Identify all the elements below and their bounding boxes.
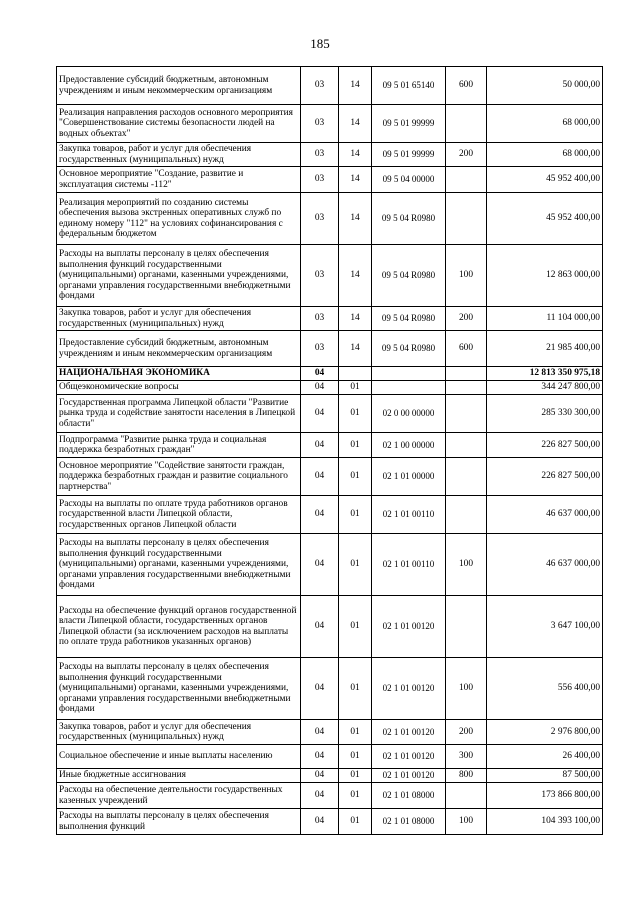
expense-name-cell: Расходы на выплаты персоналу в целях обеспечения выполнения функций государственными (муниципальными) органами, казенными учреждениями, органами управления государственными внебюджетными фондами [57,534,301,596]
expense-name-cell: Иные бюджетные ассигнования [57,769,301,783]
expense-type-cell [446,496,487,534]
target-article-cell: 09 5 04 00000 [372,167,446,193]
target-article-cell: 02 1 01 00000 [372,458,446,496]
page-number: 185 [310,36,330,51]
table-row [57,67,603,105]
section-code-cell: 04 [301,381,339,395]
subsection-code-cell: 01 [339,496,372,534]
section-code-cell: 03 [301,193,339,245]
section-code-cell: 03 [301,67,339,105]
subsection-code-cell: 01 [339,381,372,395]
subsection-code-cell: 14 [339,143,372,167]
subsection-code-cell: 14 [339,245,372,307]
expense-type-cell: 200 [446,307,487,331]
target-article-cell: 02 1 01 08000 [372,809,446,835]
expense-type-cell: 600 [446,331,487,367]
expense-name-cell: Социальное обеспечение и иные выплаты населению [57,745,301,769]
subsection-code-cell: 01 [339,596,372,658]
section-code-cell: 04 [301,534,339,596]
amount-cell: 45 952 400,00 [487,167,603,193]
section-code-cell: 03 [301,143,339,167]
subsection-code-cell: 01 [339,458,372,496]
target-article-cell: 09 5 01 99999 [372,105,446,143]
expense-type-cell [446,167,487,193]
amount-cell: 104 393 100,00 [487,809,603,835]
section-code-cell: 03 [301,245,339,307]
expense-name-cell: Основное мероприятие "Содействие занятости граждан, поддержка безработных граждан и развитие социального партнерства" [57,458,301,496]
target-article-cell: 02 1 01 00120 [372,596,446,658]
expense-type-cell [446,381,487,395]
amount-cell: 2 976 800,00 [487,720,603,745]
table-row [57,783,603,809]
budget-table [56,66,603,835]
table-row [57,331,603,367]
table-row [57,534,603,596]
target-article-cell: 09 5 04 R0980 [372,193,446,245]
target-article-cell: 09 5 04 R0980 [372,307,446,331]
section-code-cell: 04 [301,745,339,769]
expense-name-cell: Закупка товаров, работ и услуг для обеспечения государственных (муниципальных) нужд [57,143,301,167]
expense-type-cell [446,458,487,496]
amount-cell: 12 813 350 975,18 [487,367,603,381]
expense-type-cell: 200 [446,143,487,167]
subsection-code-cell: 14 [339,67,372,105]
expense-type-cell: 800 [446,769,487,783]
target-article-cell: 02 1 01 00120 [372,745,446,769]
target-article-cell: 02 1 01 00120 [372,720,446,745]
section-code-cell: 03 [301,105,339,143]
target-article-cell [372,367,446,381]
section-code-cell: 03 [301,307,339,331]
expense-name-cell: Закупка товаров, работ и услуг для обеспечения государственных (муниципальных) нужд [57,720,301,745]
table-row [57,395,603,433]
amount-cell: 3 647 100,00 [487,596,603,658]
expense-name-cell: Расходы на обеспечение деятельности государственных казенных учреждений [57,783,301,809]
subsection-code-cell: 14 [339,105,372,143]
expense-type-cell: 100 [446,809,487,835]
expense-type-cell: 100 [446,658,487,720]
amount-cell: 26 400,00 [487,745,603,769]
amount-cell: 68 000,00 [487,105,603,143]
target-article-cell: 02 1 01 00120 [372,658,446,720]
table-row [57,720,603,745]
table-row [57,105,603,143]
amount-cell: 12 863 000,00 [487,245,603,307]
amount-cell: 46 637 000,00 [487,534,603,596]
amount-cell: 173 866 800,00 [487,783,603,809]
target-article-cell: 09 5 04 R0980 [372,331,446,367]
expense-name-cell: Расходы на выплаты персоналу в целях обеспечения выполнения функций [57,809,301,835]
target-article-cell: 02 1 00 00000 [372,433,446,458]
table-row [57,143,603,167]
table-row [57,596,603,658]
amount-cell: 11 104 000,00 [487,307,603,331]
table-row [57,658,603,720]
target-article-cell: 02 1 01 00110 [372,534,446,596]
section-code-cell: 03 [301,331,339,367]
section-code-cell: 03 [301,167,339,193]
table-row [57,458,603,496]
table-row [57,167,603,193]
table-row [57,193,603,245]
section-code-cell: 04 [301,496,339,534]
subsection-code-cell: 14 [339,331,372,367]
target-article-cell: 02 1 01 00120 [372,769,446,783]
amount-cell: 556 400,00 [487,658,603,720]
expense-type-cell: 100 [446,534,487,596]
target-article-cell: 02 0 00 00000 [372,395,446,433]
section-code-cell: 04 [301,809,339,835]
target-article-cell [372,381,446,395]
expense-type-cell [446,395,487,433]
subsection-code-cell: 01 [339,783,372,809]
amount-cell: 50 000,00 [487,67,603,105]
amount-cell: 226 827 500,00 [487,433,603,458]
expense-type-cell: 600 [446,67,487,105]
amount-cell: 87 500,00 [487,769,603,783]
amount-cell: 226 827 500,00 [487,458,603,496]
expense-type-cell [446,783,487,809]
subsection-code-cell: 14 [339,193,372,245]
subsection-code-cell: 01 [339,433,372,458]
subsection-code-cell: 01 [339,534,372,596]
table-row [57,381,603,395]
section-code-cell: 04 [301,367,339,381]
subsection-code-cell: 01 [339,720,372,745]
expense-type-cell [446,105,487,143]
expense-name-cell: Расходы на обеспечение функций органов государственной власти Липецкой области, государственных органов Липецкой области (за исключением расходов на выплаты по оплате труда работников указанных органов) [57,596,301,658]
section-code-cell: 04 [301,783,339,809]
expense-name-cell: НАЦИОНАЛЬНАЯ ЭКОНОМИКА [57,367,301,381]
table-row [57,769,603,783]
table-row [57,245,603,307]
expense-name-cell: Реализация мероприятий по созданию системы обеспечения вызова экстренных оперативных служб по единому номеру "112" на условиях софинансирования с федеральным бюджетом [57,193,301,245]
subsection-code-cell [339,367,372,381]
amount-cell: 45 952 400,00 [487,193,603,245]
amount-cell: 285 330 300,00 [487,395,603,433]
expense-type-cell: 300 [446,745,487,769]
expense-type-cell [446,193,487,245]
amount-cell: 21 985 400,00 [487,331,603,367]
target-article-cell: 02 1 01 00110 [372,496,446,534]
expense-name-cell: Предоставление субсидий бюджетным, автономным учреждениям и иным некоммерческим организациям [57,67,301,105]
expense-name-cell: Закупка товаров, работ и услуг для обеспечения государственных (муниципальных) нужд [57,307,301,331]
target-article-cell: 09 5 01 65140 [372,67,446,105]
expense-type-cell [446,367,487,381]
subsection-code-cell: 01 [339,769,372,783]
expense-name-cell: Предоставление субсидий бюджетным, автономным учреждениям и иным некоммерческим организациям [57,331,301,367]
expense-name-cell: Расходы на выплаты персоналу в целях обеспечения выполнения функций государственными (муниципальными) органами, казенными учреждениями, органами управления государственными внебюджетными фондами [57,658,301,720]
section-code-cell: 04 [301,769,339,783]
subsection-code-cell: 14 [339,307,372,331]
subsection-code-cell: 01 [339,395,372,433]
subsection-code-cell: 01 [339,658,372,720]
expense-type-cell [446,596,487,658]
expense-type-cell [446,433,487,458]
expense-name-cell: Расходы на выплаты по оплате труда работников органов государственной власти Липецкой области, государственных органов Липецкой области [57,496,301,534]
section-code-cell: 04 [301,720,339,745]
table-row [57,307,603,331]
amount-cell: 68 000,00 [487,143,603,167]
expense-name-cell: Расходы на выплаты персоналу в целях обеспечения выполнения функций государственными (муниципальными) органами, казенными учреждениями, органами управления государственными внебюджетными фондами [57,245,301,307]
expense-name-cell: Государственная программа Липецкой области "Развитие рынка труда и содействие занятости населения в Липецкой области" [57,395,301,433]
subsection-code-cell: 14 [339,167,372,193]
subsection-code-cell: 01 [339,745,372,769]
target-article-cell: 02 1 01 08000 [372,783,446,809]
section-code-cell: 04 [301,596,339,658]
budget-table-body [57,67,603,835]
target-article-cell: 09 5 04 R0980 [372,245,446,307]
target-article-cell: 09 5 01 99999 [372,143,446,167]
subsection-code-cell: 01 [339,809,372,835]
table-row [57,809,603,835]
section-code-cell: 04 [301,433,339,458]
expense-type-cell: 200 [446,720,487,745]
amount-cell: 344 247 800,00 [487,381,603,395]
section-code-cell: 04 [301,658,339,720]
expense-name-cell: Подпрограмма "Развитие рынка труда и социальная поддержка безработных граждан" [57,433,301,458]
expense-name-cell: Общеэкономические вопросы [57,381,301,395]
expense-name-cell: Реализация направления расходов основного мероприятия "Совершенствование системы безопасности людей на водных объектах" [57,105,301,143]
table-row [57,433,603,458]
expense-type-cell: 100 [446,245,487,307]
section-code-cell: 04 [301,458,339,496]
table-row [57,367,603,381]
expense-name-cell: Основное мероприятие "Создание, развитие и эксплуатация системы -112" [57,167,301,193]
section-code-cell: 04 [301,395,339,433]
table-row [57,745,603,769]
amount-cell: 46 637 000,00 [487,496,603,534]
table-row [57,496,603,534]
